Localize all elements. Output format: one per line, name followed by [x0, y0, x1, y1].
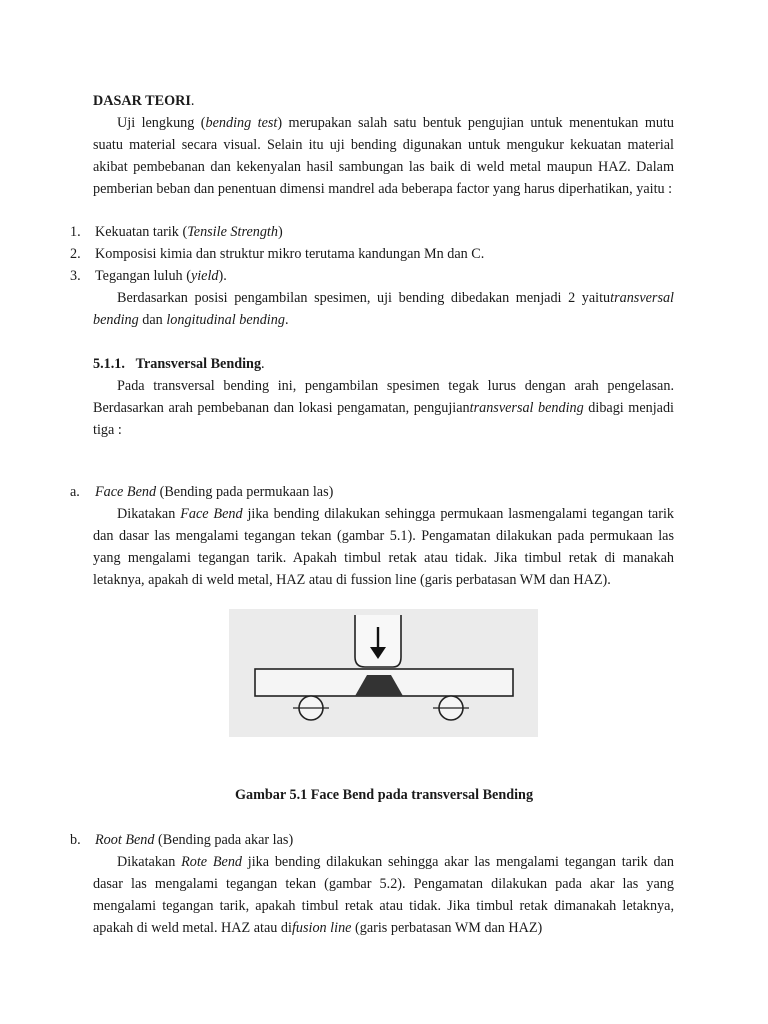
- item-b-body: Dikatakan Rote Bend jika bending dilakukan sehingga akar las mengalami tegangan tarik dan dasar las mengalami tegangan tekan (gambar 5.2). Pengamatan dilakukan pada akar las yang mengalami tegangan tarik, apakah timbul retak atau tidak. Jika timbul retak dimanakah letaknya, apakah di weld metal. HAZ atau difusion line (garis perbatasan WM dan HAZ): [93, 854, 674, 936]
- intro-paragraph: Uji lengkung (bending test) merupakan salah satu bentuk pengujian untuk menentukan mutu suatu material secara visual. Selain itu uji bending digunakan untuk mengukur kekuatan material akibat pembebanan dan kekenyalan hasil sambungan las baik di weld metal maupun HAZ. Dalam pemberian beban dan penentuan dimensi mandrel ada beberapa factor yang harus diperhatikan, yaitu :: [93, 115, 675, 197]
- figure-caption: Gambar 5.1 Face Bend pada transversal Bending: [234, 787, 534, 803]
- list-item: 3. Tegangan luluh (yield).: [70, 268, 227, 284]
- subsection-heading: 5.1.1. Transversal Bending.: [93, 356, 265, 372]
- item-a-body: Dikatakan Face Bend jika bending dilakukan sehingga permukaan lasmengalami tegangan tarik dan dasar las mengalami tegangan tekan (gambar 5.1). Pengamatan dilakukan pada permukaan las yang mengalami tegangan tarik. Apakah timbul retak atau tidak. Jika timbul retak di manakah letaknya, apakah di weld metal, HAZ atau di fussion line (garis perbatasan WM dan HAZ).: [93, 506, 674, 588]
- paragraph-specimen-position: Berdasarkan posisi pengambilan spesimen, uji bending dibedakan menjadi 2 yaitutransversal bending dan longitudinal bending.: [93, 290, 674, 328]
- subsection-body: Pada transversal bending ini, pengambilan spesimen tegak lurus dengan arah pengelasan. Berdasarkan arah pembebanan dan lokasi pengamatan, pengujiantransversal bending dibagi menjadi tiga :: [93, 378, 674, 438]
- face-bend-diagram: [229, 609, 538, 737]
- section-title: DASAR TEORI.: [93, 93, 195, 109]
- list-item: 2. Komposisi kimia dan struktur mikro terutama kandungan Mn dan C.: [70, 246, 485, 262]
- item-b-heading: b. Root Bend (Bending pada akar las): [70, 832, 294, 848]
- face-bend-figure: [229, 609, 538, 737]
- list-item: 1. Kekuatan tarik (Tensile Strength): [70, 224, 283, 240]
- item-a-heading: a. Face Bend (Bending pada permukaan las): [70, 484, 334, 500]
